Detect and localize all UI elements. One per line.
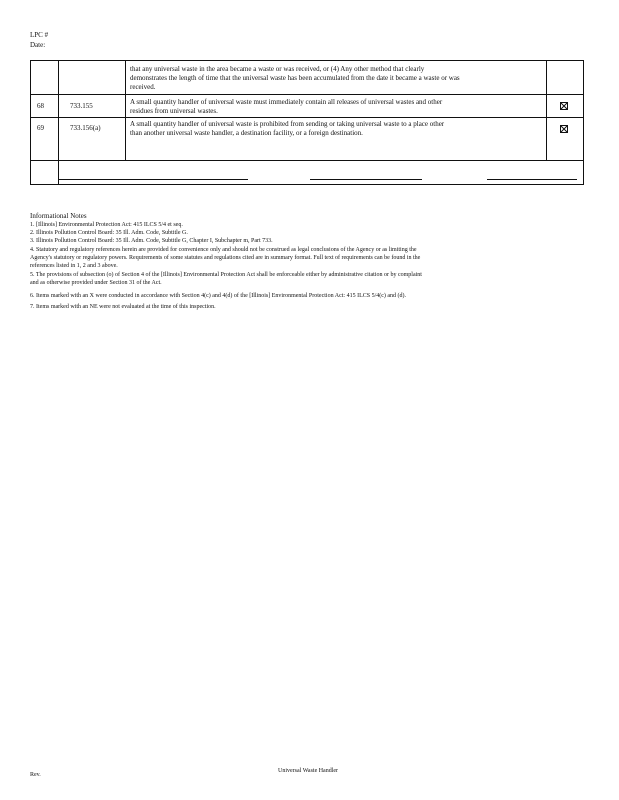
row-69-text-1: A small quantity handler of universal waste is prohibited from sending or taking universal waste to a place other bbox=[130, 120, 445, 128]
table-right-rule bbox=[583, 60, 584, 185]
row-69-checked-box-icon[interactable] bbox=[560, 125, 568, 133]
row-68-text-2: residues from universal wastes. bbox=[130, 107, 218, 115]
row-69-number: 69 bbox=[37, 124, 44, 132]
signature-line-1 bbox=[58, 179, 248, 180]
footnote-item: 3. Illinois Pollution Control Board: 35 Ill. Adm. Code, Subtitle G, Chapter I, Subchapter m, Part 733. bbox=[30, 238, 273, 244]
footnote-item: references listed in 1, 2 and 3 above. bbox=[30, 263, 118, 269]
row-68-number: 68 bbox=[37, 102, 44, 110]
signature-line-2 bbox=[310, 179, 422, 180]
row-rule-3 bbox=[30, 160, 584, 161]
footnotes-title: Informational Notes bbox=[30, 212, 87, 220]
signature-line-3 bbox=[487, 179, 577, 180]
footnote-item: 4. Statutory and regulatory references herein are provided for convenience only and should not be construed as legal conclusions of the Agency or as limiting the bbox=[30, 247, 417, 253]
row-69-citation: 733.156(a) bbox=[70, 124, 101, 132]
row-68-citation: 733.155 bbox=[70, 102, 93, 110]
footnote-item: 1. [Illinois] Environmental Protection Act: 415 ILCS 5/4 et seq. bbox=[30, 222, 183, 228]
footer-title: Universal Waste Handler bbox=[278, 768, 339, 774]
row-cont-text-1: that any universal waste in the area became a waste or was received, or (4) Any other method that clearly bbox=[130, 65, 425, 73]
row-69-text-2: than another universal waste handler, a destination facility, or a foreign destination. bbox=[130, 129, 363, 137]
row-cont-text-3: received. bbox=[130, 83, 156, 91]
table-col1-rule bbox=[58, 60, 59, 185]
footnote-item: and as otherwise provided under Section 31 of the Act. bbox=[30, 280, 162, 286]
footnote-item: 2. Illinois Pollution Control Board: 35 Ill. Adm. Code, Subtitle G. bbox=[30, 230, 188, 236]
header-lpc: LPC # bbox=[30, 31, 49, 39]
table-left-rule bbox=[30, 60, 31, 185]
row-68-text-1: A small quantity handler of universal waste must immediately contain all releases of universal wastes and other bbox=[130, 98, 443, 106]
table-top-rule bbox=[30, 60, 584, 61]
table-col3-rule bbox=[546, 60, 547, 160]
table-bottom-rule bbox=[30, 184, 584, 185]
table-col2-rule bbox=[125, 60, 126, 160]
footnote-item: 6. Items marked with an X were conducted in accordance with Section 4(c) and 4(d) of the [Illinois] Environmental Protection Act: 415 ILCS 5/4(c) and (d). bbox=[30, 293, 407, 299]
footer-revision: Rev. bbox=[30, 772, 41, 778]
row-rule-2 bbox=[30, 117, 584, 118]
footnote-item: 5. The provisions of subsection (o) of Section 4 of the [Illinois] Environmental Protection Act shall be enforceable either by administrative citation or by complaint bbox=[30, 272, 422, 278]
row-rule-1 bbox=[30, 94, 584, 95]
header-date: Date: bbox=[30, 41, 46, 49]
row-68-checked-box-icon[interactable] bbox=[560, 102, 568, 110]
row-cont-text-2: demonstrates the length of time that the universal waste has been accumulated from the date it became a waste or was bbox=[130, 74, 460, 82]
footnote-item: 7. Items marked with an NE were not evaluated at the time of this inspection. bbox=[30, 304, 216, 310]
footnote-item: Agency's statutory or regulatory powers. Requirements of some statutes and regulations cited are in summary format. Full text of requirements can be found in the bbox=[30, 255, 421, 261]
